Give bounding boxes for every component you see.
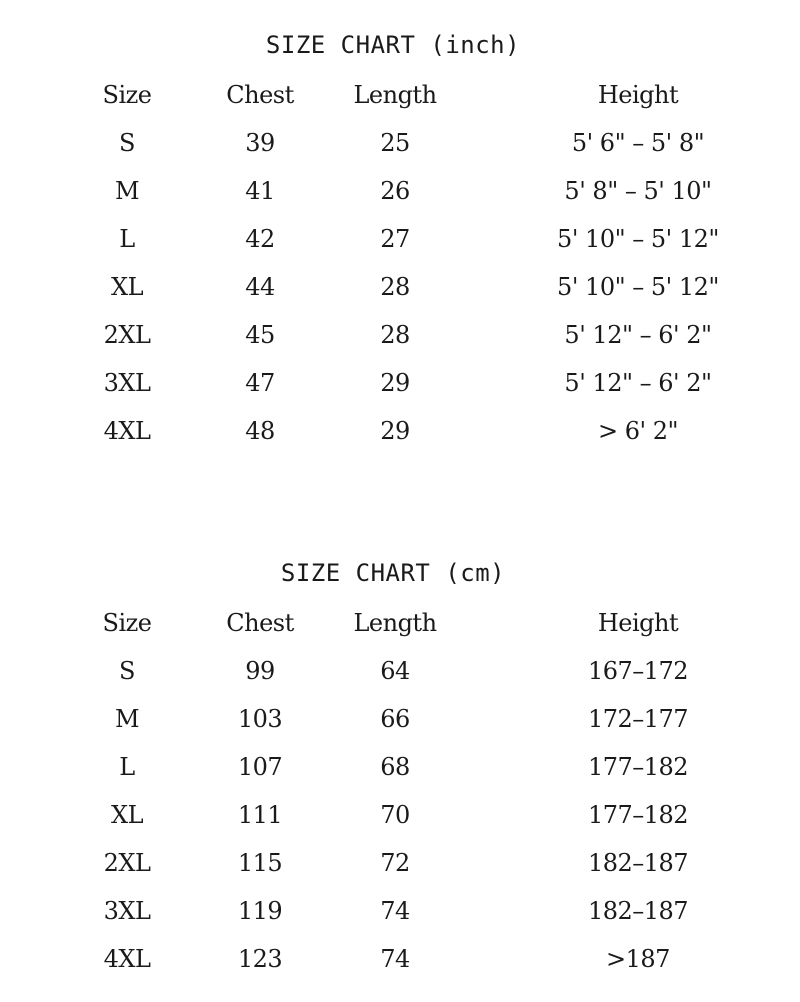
table-row [0, 841, 800, 889]
size-cell: 3XL [103, 897, 151, 925]
height-cell: 5' 12" – 6' 2" [564, 369, 712, 397]
size-cell: 4XL [103, 945, 151, 973]
table-row [0, 361, 800, 409]
chest-cell: 123 [237, 945, 283, 973]
size-cell: S [119, 657, 135, 685]
size-cell: L [119, 753, 135, 781]
size-cell: XL [110, 273, 144, 301]
height-cell: 177–182 [587, 801, 689, 829]
table-row [0, 409, 800, 457]
chest-cell: 107 [237, 753, 283, 781]
column-header-size: Size [102, 609, 152, 637]
column-header-chest: Chest [226, 609, 294, 637]
chest-cell: 41 [245, 177, 275, 205]
size-table [0, 601, 800, 985]
size-cell: 4XL [103, 417, 151, 445]
length-cell: 70 [380, 801, 410, 829]
table-row [0, 121, 800, 169]
length-cell: 74 [380, 897, 410, 925]
height-cell: 5' 6" – 5' 8" [571, 129, 705, 157]
table-header-row [0, 73, 800, 121]
chest-cell: 103 [237, 705, 283, 733]
length-cell: 68 [380, 753, 410, 781]
table-row [0, 217, 800, 265]
column-header-height: Height [597, 609, 679, 637]
height-cell: 5' 10" – 5' 12" [557, 273, 719, 301]
height-cell: 177–182 [587, 753, 689, 781]
height-cell: 5' 8" – 5' 10" [564, 177, 712, 205]
height-cell: 172–177 [587, 705, 689, 733]
length-cell: 27 [380, 225, 410, 253]
chest-cell: 39 [245, 129, 275, 157]
size-cell: L [119, 225, 135, 253]
height-cell: 167–172 [587, 657, 689, 685]
table-row [0, 889, 800, 937]
column-header-length: Length [353, 81, 437, 109]
table-row [0, 697, 800, 745]
length-cell: 29 [380, 417, 410, 445]
size-cell: 2XL [103, 849, 151, 877]
length-cell: 28 [380, 321, 410, 349]
column-header-size: Size [102, 81, 152, 109]
length-cell: 29 [380, 369, 410, 397]
chest-cell: 115 [237, 849, 283, 877]
size-cell: 3XL [103, 369, 151, 397]
height-cell: 5' 12" – 6' 2" [564, 321, 712, 349]
length-cell: 25 [380, 129, 410, 157]
chest-cell: 99 [245, 657, 275, 685]
column-header-height: Height [597, 81, 679, 109]
table-row [0, 313, 800, 361]
chart-title: SIZE CHART (cm) [280, 559, 506, 587]
table-row [0, 793, 800, 841]
length-cell: 74 [380, 945, 410, 973]
chest-cell: 48 [245, 417, 275, 445]
length-cell: 28 [380, 273, 410, 301]
chest-cell: 111 [237, 801, 283, 829]
table-row [0, 265, 800, 313]
column-header-length: Length [353, 609, 437, 637]
length-cell: 66 [380, 705, 410, 733]
chest-cell: 44 [245, 273, 275, 301]
table-row [0, 937, 800, 985]
chart-title: SIZE CHART (inch) [265, 31, 521, 59]
height-cell: 182–187 [587, 897, 689, 925]
table-row [0, 169, 800, 217]
column-header-chest: Chest [226, 81, 294, 109]
size-cell: S [119, 129, 135, 157]
height-cell: 182–187 [587, 849, 689, 877]
chest-cell: 45 [245, 321, 275, 349]
height-cell: 5' 10" – 5' 12" [557, 225, 719, 253]
chest-cell: 47 [245, 369, 275, 397]
length-cell: 72 [380, 849, 410, 877]
size-cell: M [114, 705, 140, 733]
length-cell: 64 [380, 657, 410, 685]
table-row [0, 745, 800, 793]
table-row [0, 649, 800, 697]
height-cell: >187 [606, 945, 670, 973]
size-cell: XL [110, 801, 144, 829]
size-table [0, 73, 800, 457]
chest-cell: 42 [245, 225, 275, 253]
length-cell: 26 [380, 177, 410, 205]
size-cell: M [114, 177, 140, 205]
size-cell: 2XL [103, 321, 151, 349]
table-header-row [0, 601, 800, 649]
height-cell: > 6' 2" [597, 417, 679, 445]
chest-cell: 119 [237, 897, 283, 925]
